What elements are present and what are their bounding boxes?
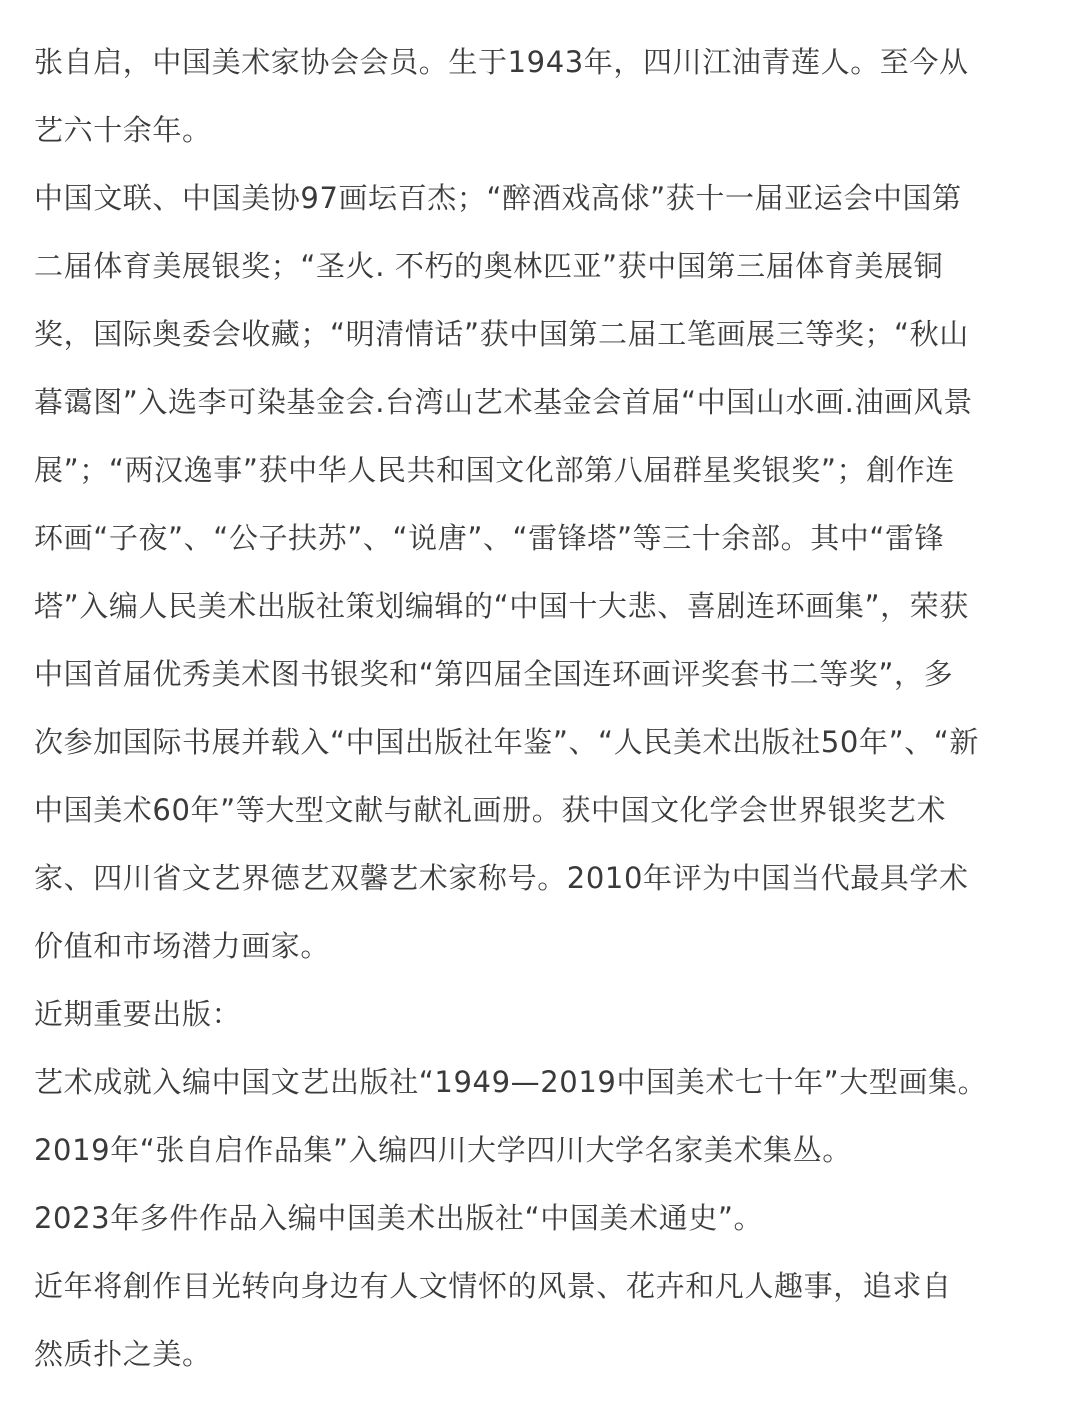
text-line: 近年将創作目光转向身边有人文情怀的风景、花卉和凡人趣事，追求自 [34,1269,952,1303]
text-line: 暮霭图”入选李可染基金会.台湾山艺术基金会首届“中国山水画.油画风景 [34,385,973,419]
text-line: 2023年多件作品入编中国美术出版社“中国美术通史”。 [34,1201,764,1235]
text-line: 艺六十余年。 [34,113,212,147]
text-line: 中国美术60年”等大型文献与献礼画册。获中国文化学会世界银奖艺术 [34,793,947,827]
text-line: 展”；“两汉逸事”获中华人民共和国文化部第八届群星奖银奖”；創作连 [34,453,955,487]
text-line: 然质扑之美。 [34,1337,212,1371]
text-line: 塔”入编人民美术出版社策划编辑的“中国十大悲、喜剧连环画集”，荣获 [34,589,969,623]
text-line: 次参加国际书展并载入“中国出版社年鉴”、“人民美术出版社50年”、“新 [34,725,980,759]
publication-item [34,1116,1074,1184]
text-line: 中国文联、中国美协97画坛百杰；“醉酒戏高俅”获十一届亚运会中国第 [34,181,962,215]
intro-paragraph [34,28,1074,164]
text-line: 张自启，中国美术家协会会员。生于1943年，四川江油青莲人。至今从 [34,45,969,79]
text-line: 家、四川省文艺界德艺双馨艺术家称号。2010年评为中国当代最具学术 [34,861,969,895]
text-line: 中国首届优秀美术图书银奖和“第四届全国连环画评奖套书二等奖”，多 [34,657,954,691]
text-line: 奖，国际奥委会收藏；“明清情话”获中国第二届工笔画展三等奖；“秋山 [34,317,969,351]
text-line: 二届体育美展银奖；“圣火. 不朽的奥林匹亚”获中国第三届体育美展铜 [34,249,944,283]
publications-heading [34,980,1074,1048]
publication-item [34,1184,1074,1252]
achievements-paragraph [34,164,1074,980]
article-body [34,28,1074,1388]
text-line: 环画“子夜”、“公子扶苏”、“说唐”、“雷锋塔”等三十余部。其中“雷锋 [34,521,945,555]
text-line: 价值和市场潜力画家。 [34,929,331,963]
text-line: 2019年“张自启作品集”入编四川大学四川大学名家美术集丛。 [34,1133,852,1167]
publication-item [34,1048,1074,1116]
closing-paragraph [34,1252,1074,1388]
text-line: 艺术成就入编中国文艺出版社“1949—2019中国美术七十年”大型画集。 [34,1065,988,1099]
text-line: 近期重要出版： [34,997,242,1031]
